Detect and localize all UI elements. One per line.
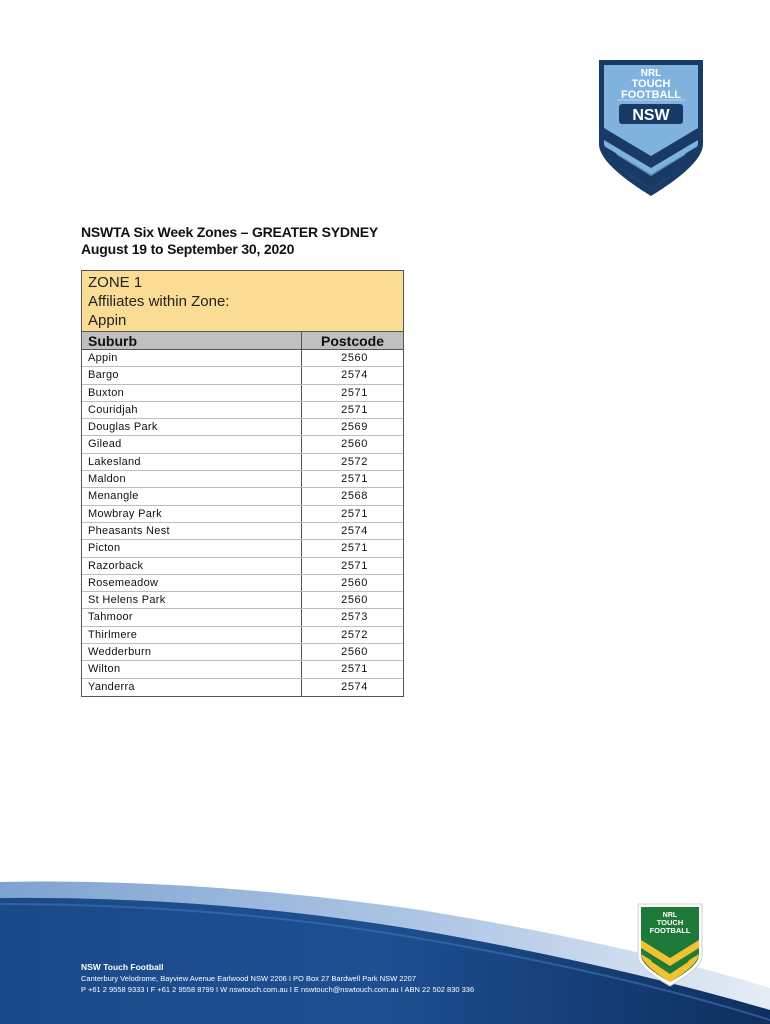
suburb-cell: Razorback	[82, 558, 302, 574]
suburb-cell: Douglas Park	[82, 419, 302, 435]
suburb-cell: Appin	[82, 350, 302, 366]
footer-text	[81, 962, 474, 995]
postcode-cell: 2572	[341, 628, 368, 641]
postcode-cell: 2571	[341, 507, 368, 520]
suburb-cell: Mowbray Park	[82, 506, 302, 522]
zone-name: ZONE 1	[88, 274, 143, 291]
affiliates-label: Affiliates within Zone:	[88, 293, 230, 310]
suburb-cell: Lakesland	[82, 454, 302, 470]
table-row	[82, 419, 403, 436]
suburb-cell: Picton	[82, 540, 302, 556]
suburb-cell: Buxton	[82, 385, 302, 401]
suburb-cell: Couridjah	[82, 402, 302, 418]
table-row	[82, 385, 403, 402]
postcode-cell: 2574	[341, 680, 368, 693]
suburb-cell: Tahmoor	[82, 609, 302, 625]
suburb-cell: Menangle	[82, 488, 302, 504]
title-line-2: August 19 to September 30, 2020	[81, 241, 295, 257]
table-row	[82, 679, 403, 696]
document-title	[81, 224, 378, 258]
postcode-cell: 2571	[341, 386, 368, 399]
table-row	[82, 609, 403, 626]
postcode-cell: 2573	[341, 611, 368, 624]
postcode-cell: 2574	[341, 369, 368, 382]
postcode-cell: 2569	[341, 421, 368, 434]
table-row	[82, 540, 403, 557]
logo-text-nrl: NRL	[640, 68, 662, 79]
postcode-cell: 2571	[341, 559, 368, 572]
postcode-cell: 2572	[341, 455, 368, 468]
suburb-cell: Yanderra	[82, 679, 302, 696]
logo-bottom-text-football: FOOTBALL	[649, 926, 691, 935]
footer-contact: P +61 2 9558 9333 I F +61 2 9558 8799 I W nswtouch.com.au I E nswtouch@nswtouch.com.au I ABN 22 502 830 336	[81, 985, 475, 994]
table-body	[82, 350, 403, 696]
postcode-cell: 2571	[341, 542, 368, 555]
footer-address: Canterbury Velodrome, Bayview Avenue Earlwood NSW 2206 I PO Box 27 Bardwell Park NSW 2207	[81, 974, 417, 983]
postcode-cell: 2560	[341, 646, 368, 659]
table-row	[82, 575, 403, 592]
column-header-postcode: Postcode	[320, 333, 384, 349]
table-row	[82, 644, 403, 661]
footer-org: NSW Touch Football	[81, 962, 164, 972]
table-row	[82, 454, 403, 471]
postcode-cell: 2560	[341, 352, 368, 364]
logo-text-football: FOOTBALL	[621, 89, 681, 101]
logo-bottom-text-nrl: NRL	[662, 912, 678, 919]
table-row	[82, 350, 403, 367]
suburb-cell: Maldon	[82, 471, 302, 487]
table-row	[82, 367, 403, 384]
suburb-cell: St Helens Park	[82, 592, 302, 608]
postcode-cell: 2571	[341, 403, 368, 416]
zone-header	[82, 271, 403, 332]
logo-bottom-text-touch: TOUCH	[656, 918, 684, 927]
suburb-cell: Rosemeadow	[82, 575, 302, 591]
logo-text-touch: TOUCH	[631, 78, 671, 90]
table-row	[82, 402, 403, 419]
postcode-cell: 2571	[341, 663, 368, 676]
nrl-touch-football-nsw-logo	[595, 56, 707, 198]
table-row	[82, 627, 403, 644]
table-row	[82, 592, 403, 609]
table-row	[82, 436, 403, 453]
zone-table	[81, 270, 404, 697]
postcode-cell: 2574	[341, 524, 368, 537]
table-row	[82, 488, 403, 505]
table-row	[82, 661, 403, 678]
postcode-cell: 2568	[341, 490, 368, 503]
table-row	[82, 506, 403, 523]
column-header-row	[82, 332, 403, 350]
table-row	[82, 523, 403, 540]
postcode-cell: 2560	[341, 594, 368, 607]
suburb-cell: Wilton	[82, 661, 302, 677]
postcode-cell: 2560	[341, 438, 368, 451]
title-line-1: NSWTA Six Week Zones – GREATER SYDNEY	[81, 224, 379, 240]
logo-text-nsw: NSW	[632, 107, 670, 124]
table-row	[82, 471, 403, 488]
table-row	[82, 558, 403, 575]
suburb-cell: Bargo	[82, 367, 302, 383]
postcode-cell: 2560	[341, 576, 368, 589]
suburb-cell: Pheasants Nest	[82, 523, 302, 539]
affiliate-name: Appin	[88, 312, 127, 329]
suburb-cell: Gilead	[82, 436, 302, 452]
postcode-cell: 2571	[341, 473, 368, 486]
suburb-cell: Wedderburn	[82, 644, 302, 660]
nrl-touch-football-australia-logo	[636, 902, 704, 988]
suburb-cell: Thirlmere	[82, 627, 302, 643]
column-header-suburb: Suburb	[82, 332, 302, 349]
